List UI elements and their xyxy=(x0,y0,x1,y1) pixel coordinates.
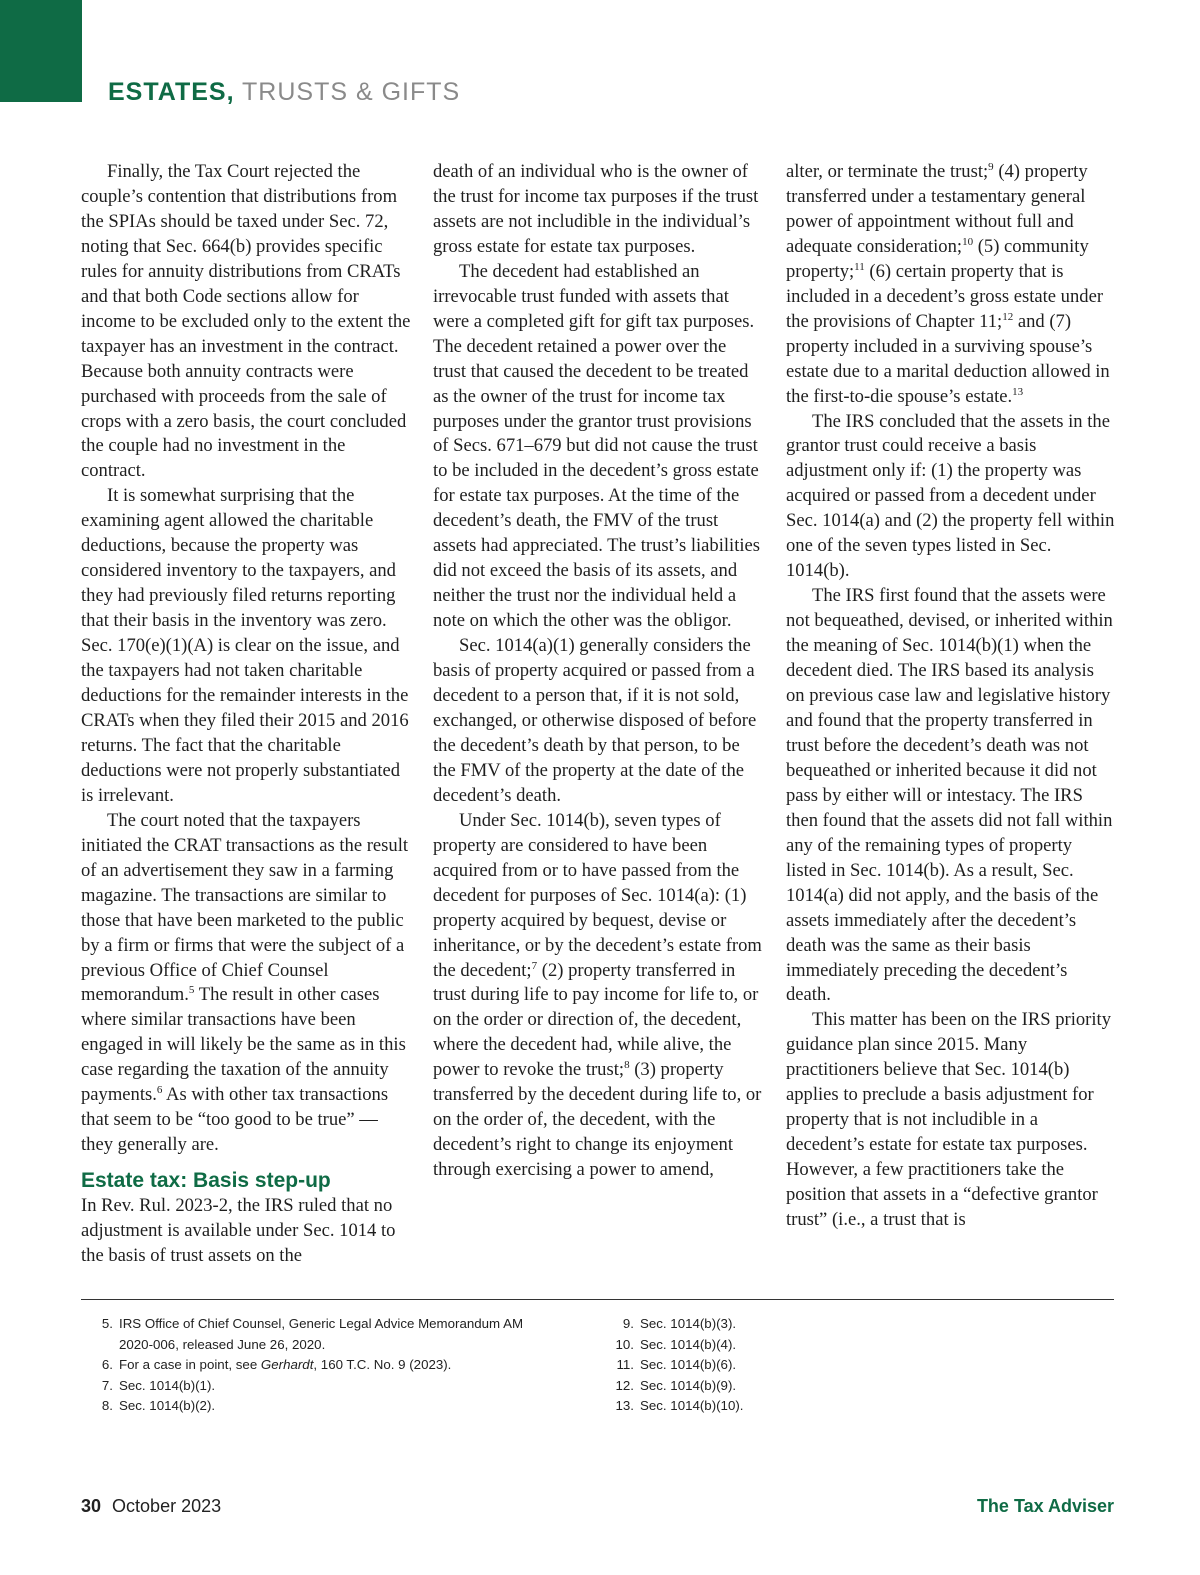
section-title xyxy=(108,78,460,107)
paragraph: The IRS first found that the assets were not bequeathed, devised, or inherited within the meaning of Sec. 1014(b)(1) when the decedent died. The IRS based its analysis on previous case law and legislative history and found that the property transferred in trust before the decedent’s death was not bequeathed or inherited because it did not pass by either will or intestacy. The IRS then found that the assets did not fall within any of the remaining types of property listed in Sec. 1014(b). As a result, Sec. 1014(a) did not apply, and the basis of the assets immediately after the decedent’s death was the same as their basis immediately preceding the decedent’s death. xyxy=(786,585,1113,1006)
page-number: 30 xyxy=(81,1496,102,1516)
footnote-ref[interactable]: 11 xyxy=(854,260,865,273)
footnote: 8. Sec. 1014(b)(2). xyxy=(101,1398,216,1413)
footnote: 5. IRS Office of Chief Counsel, Generic Legal Advice Memorandum AM 2020-006, released June 26, 2020. xyxy=(101,1316,524,1352)
footnotes-right xyxy=(610,1314,870,1417)
footnote-ref[interactable]: 9 xyxy=(988,160,994,173)
paragraph: alter, or terminate the trust;$^9$ (4) property transferred under a testamentary general power of appointment without full and adequate consideration;$^{10}$ (5) community property;$^{11}$ (6) certain property that is included in a decedent’s gross estate under the provisions of Chapter 11;$^{12}$ and (7) property included in a surviving spouse’s estate due to a marital deduction allowed in the first-to-die spouse’s estate.$^{13}$ xyxy=(786,160,1110,407)
article-column-1 xyxy=(81,160,411,1269)
issue-date: October 2023 xyxy=(112,1496,222,1516)
footnotes-left xyxy=(89,1314,559,1417)
article-column-2 xyxy=(433,160,763,1183)
footnote: 10. Sec. 1014(b)(4). xyxy=(615,1336,737,1352)
paragraph: death of an individual who is the owner of the trust for income tax purposes if the trust assets are not includible in the individual’s gross estate for estate tax purposes. xyxy=(433,161,759,257)
article-column-3 xyxy=(786,160,1116,1233)
footnote: 6. For a case in point, see Gerhardt, 160 T.C. No. 9 (2023). xyxy=(101,1357,452,1372)
footnote-ref[interactable]: 8 xyxy=(624,1059,630,1072)
paragraph: The IRS concluded that the assets in the grantor trust could receive a basis adjustment only if: (1) the property was acquired or passed from a decedent under Sec. 1014(a) and (2) the property fell within one of the seven types listed in Sec. 1014(b). xyxy=(786,410,1115,582)
paragraph: The decedent had established an irrevocable trust funded with assets that were a completed gift for gift tax purposes. The decedent retained a power over the trust that caused the decedent to be treated as the owner of the trust for income tax purposes under the grantor trust provisions of Secs. 671–679 but did not cause the trust to be included in the decedent’s gross estate for estate tax purposes. At the time of the decedent’s death, the FMV of the trust assets had appreciated. The trust’s liabilities did not exceed the basis of its assets, and neither the trust nor the individual held a note on which the other was the obligor. xyxy=(433,260,761,632)
corner-color-block xyxy=(0,0,82,102)
paragraph: It is somewhat surprising that the examining agent allowed the charitable deductions, because the property was considered inventory to the taxpayers, and they had previously filed returns reporting that their basis in the inventory was zero. Sec. 170(e)(1)(A) is clear on the issue, and the taxpayers had not taken charitable deductions for the remainder interests in the CRATs when they filed their 2015 and 2016 returns. The fact that the charitable deductions were not properly substantiated is irrelevant. xyxy=(81,485,409,806)
paragraph: This matter has been on the IRS priority guidance plan since 2015. Many practitioners believe that Sec. 1014(b) applies to preclude a basis adjustment for property that is not includible in a decedent’s estate for estate tax purposes. However, a few practitioners take the position that assets in a “defective grantor trust” (i.e., a trust that is xyxy=(786,1009,1111,1231)
footnote-ref[interactable]: 12 xyxy=(1002,310,1014,323)
footnote-ref[interactable]: 7 xyxy=(531,959,538,972)
footnote-ref[interactable]: 13 xyxy=(1012,385,1024,398)
footnote-divider xyxy=(81,1299,1114,1300)
publication-name: The Tax Adviser xyxy=(976,1496,1114,1516)
paragraph: Finally, the Tax Court rejected the couple’s contention that distributions from the SPIAs should be taxed under Sec. 72, noting that Sec. 664(b) provides specific rules for annuity distributions from CRATs and that both Code sections allow for income to be excluded only to the extent the taxpayer has an investment in the contract. Because both annuity contracts were purchased with proceeds from the sale of crops with a zero basis, the court concluded the couple had no investment in the contract. xyxy=(81,161,411,482)
footnote: 11. Sec. 1014(b)(6). xyxy=(616,1357,737,1372)
subheading: Estate tax: Basis step-up xyxy=(81,1169,331,1193)
footnote-ref[interactable]: 6 xyxy=(156,1084,163,1097)
section-title-light: TRUSTS & GIFTS xyxy=(242,78,461,106)
case-name: Gerhardt xyxy=(260,1357,314,1372)
footnote: 13. Sec. 1014(b)(10). xyxy=(615,1398,744,1413)
footnote: 12. Sec. 1014(b)(9). xyxy=(615,1377,737,1393)
page-footer-left xyxy=(81,1496,221,1517)
paragraph: Sec. 1014(a)(1) generally considers the basis of property acquired or passed from a decedent to a person that, if it is not sold, exchanged, or otherwise disposed of before the decedent’s death by that person, to be the FMV of the property at the date of the decedent’s death. xyxy=(433,635,757,806)
footnote: 7. Sec. 1014(b)(1). xyxy=(101,1377,216,1393)
footnote-ref[interactable]: 5 xyxy=(188,984,195,997)
footnote-ref[interactable]: 10 xyxy=(962,235,974,248)
paragraph: The court noted that the taxpayers initiated the CRAT transactions as the result of an advertisement they saw in a farming magazine. The transactions are similar to those that have been marketed to the public by a firm or firms that were the subject of a previous Office of Chief Counsel memorandum.$^5$ The result in other cases where similar transactions have been engaged in will likely be the same as in this case regarding the taxation of the annuity payments.$^6$ As with other tax transactions that seem to be “too good to be true” — they generally are. xyxy=(81,809,409,1156)
paragraph: In Rev. Rul. 2023-2, the IRS ruled that no adjustment is available under Sec. 1014 to the basis of trust assets on the xyxy=(81,1195,396,1267)
footnote: 9. Sec. 1014(b)(3). xyxy=(622,1316,737,1331)
section-title-bold: ESTATES, xyxy=(108,78,235,106)
paragraph: Under Sec. 1014(b), seven types of property are considered to have been acquired from or to have passed from the decedent for purposes of Sec. 1014(a): (1) property acquired by bequest, devise or inheritance, or by the decedent’s estate from the decedent;$^7$ (2) property transferred in trust during life to pay income for life to, or on the order or direction of, the decedent, where the decedent had, while alive, the power to revoke the trust;$^8$ (3) property transferred by the decedent during life to, or on the order of, the decedent, with the decedent’s right to change its enjoyment through exercising a power to amend, xyxy=(433,809,762,1181)
